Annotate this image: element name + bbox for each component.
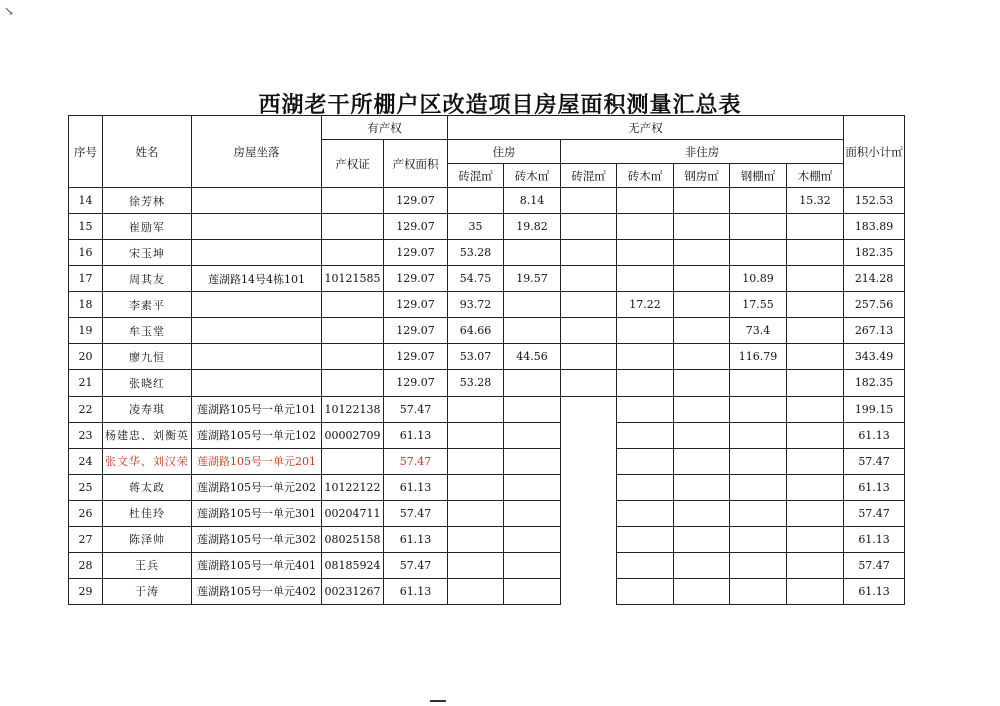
header-non-brick-wood: 砖木㎡ bbox=[617, 164, 674, 188]
cell-seq: 17 bbox=[69, 266, 103, 292]
cell-cert-area: 57.47 bbox=[384, 396, 448, 422]
cell-subtotal: 182.35 bbox=[844, 240, 905, 266]
header-seq: 序号 bbox=[69, 116, 103, 188]
cell-steel-house bbox=[674, 370, 730, 396]
cell-res-brick-concrete bbox=[448, 526, 504, 552]
cell-name: 牟玉堂 bbox=[103, 318, 192, 344]
header-non-residential: 非住房 bbox=[561, 140, 844, 164]
cell-address: 莲湖路105号一单元401 bbox=[192, 552, 322, 578]
cell-cert: 10122122 bbox=[322, 474, 384, 500]
table-row bbox=[69, 188, 905, 214]
cell-res-brick-wood: 8.14 bbox=[504, 188, 561, 214]
table-row bbox=[69, 552, 905, 578]
cell-steel-shed bbox=[730, 214, 787, 240]
cell-res-brick-concrete bbox=[448, 578, 504, 604]
cell-res-brick-wood bbox=[504, 396, 561, 422]
table-row bbox=[69, 370, 905, 396]
cell-res-brick-wood bbox=[504, 292, 561, 318]
cell-address bbox=[192, 292, 322, 318]
cell-non-brick-wood bbox=[617, 552, 674, 578]
cell-steel-shed bbox=[730, 526, 787, 552]
cell-name: 廖九恒 bbox=[103, 344, 192, 370]
cell-non-brick-wood bbox=[617, 344, 674, 370]
cell-seq: 18 bbox=[69, 292, 103, 318]
cell-steel-shed bbox=[730, 240, 787, 266]
cell-res-brick-wood bbox=[504, 422, 561, 448]
cell-wood-shed bbox=[787, 292, 844, 318]
header-address: 房屋坐落 bbox=[192, 116, 322, 188]
cell-name: 宋玉坤 bbox=[103, 240, 192, 266]
corner-mark: ↘ bbox=[4, 4, 15, 18]
cell-non-brick-concrete bbox=[561, 344, 617, 370]
cell-wood-shed bbox=[787, 474, 844, 500]
cell-cert bbox=[322, 214, 384, 240]
cell-steel-house bbox=[674, 526, 730, 552]
cell-non-brick-wood bbox=[617, 240, 674, 266]
cell-cert: 00002709 bbox=[322, 422, 384, 448]
cell-non-brick-concrete bbox=[561, 240, 617, 266]
cell-name: 蒋太政 bbox=[103, 474, 192, 500]
cell-cert-area: 61.13 bbox=[384, 526, 448, 552]
cell-address: 莲湖路105号一单元102 bbox=[192, 422, 322, 448]
header-res-brick-concrete: 砖混㎡ bbox=[448, 164, 504, 188]
cell-steel-house bbox=[674, 552, 730, 578]
cell-steel-shed bbox=[730, 474, 787, 500]
cell-address bbox=[192, 370, 322, 396]
cell-steel-house bbox=[674, 474, 730, 500]
table-row bbox=[69, 266, 905, 292]
table-body bbox=[69, 188, 905, 605]
cell-name: 陈泽帅 bbox=[103, 526, 192, 552]
cell-non-brick-wood bbox=[617, 448, 674, 474]
cell-res-brick-wood bbox=[504, 318, 561, 344]
cell-wood-shed: 15.32 bbox=[787, 188, 844, 214]
cell-subtotal: 57.47 bbox=[844, 552, 905, 578]
cell-non-brick-concrete bbox=[561, 578, 617, 604]
cell-address bbox=[192, 214, 322, 240]
cell-subtotal: 199.15 bbox=[844, 396, 905, 422]
header-without-title: 无产权 bbox=[448, 116, 844, 140]
cell-res-brick-concrete: 53.07 bbox=[448, 344, 504, 370]
scan-mark bbox=[430, 700, 446, 702]
cell-wood-shed bbox=[787, 526, 844, 552]
cell-seq: 23 bbox=[69, 422, 103, 448]
cell-subtotal: 61.13 bbox=[844, 474, 905, 500]
cell-subtotal: 214.28 bbox=[844, 266, 905, 292]
cell-cert: 08025158 bbox=[322, 526, 384, 552]
table-row bbox=[69, 292, 905, 318]
cell-steel-house bbox=[674, 422, 730, 448]
cell-name: 于涛 bbox=[103, 578, 192, 604]
cell-seq: 28 bbox=[69, 552, 103, 578]
header-steel-shed: 钢棚㎡ bbox=[730, 164, 787, 188]
table-row bbox=[69, 422, 905, 448]
cell-address: 莲湖路14号4栋101 bbox=[192, 266, 322, 292]
cell-seq: 16 bbox=[69, 240, 103, 266]
cell-steel-shed: 116.79 bbox=[730, 344, 787, 370]
table-row bbox=[69, 396, 905, 422]
header-non-brick-concrete: 砖混㎡ bbox=[561, 164, 617, 188]
cell-seq: 25 bbox=[69, 474, 103, 500]
cell-steel-shed bbox=[730, 448, 787, 474]
cell-address bbox=[192, 240, 322, 266]
cell-steel-house bbox=[674, 578, 730, 604]
cell-subtotal: 61.13 bbox=[844, 422, 905, 448]
table-row bbox=[69, 344, 905, 370]
table-row bbox=[69, 448, 905, 474]
cell-steel-house bbox=[674, 214, 730, 240]
cell-seq: 20 bbox=[69, 344, 103, 370]
cell-address: 莲湖路105号一单元302 bbox=[192, 526, 322, 552]
cell-res-brick-wood bbox=[504, 240, 561, 266]
table-row bbox=[69, 474, 905, 500]
cell-seq: 22 bbox=[69, 396, 103, 422]
cell-non-brick-wood bbox=[617, 422, 674, 448]
cell-name: 徐芳林 bbox=[103, 188, 192, 214]
cell-non-brick-wood bbox=[617, 214, 674, 240]
cell-subtotal: 152.53 bbox=[844, 188, 905, 214]
header-cert: 产权证 bbox=[322, 140, 384, 188]
cell-non-brick-wood bbox=[617, 318, 674, 344]
cell-cert-area: 129.07 bbox=[384, 214, 448, 240]
cell-subtotal: 182.35 bbox=[844, 370, 905, 396]
cell-res-brick-wood bbox=[504, 370, 561, 396]
cell-steel-shed bbox=[730, 396, 787, 422]
cell-subtotal: 61.13 bbox=[844, 578, 905, 604]
cell-steel-house bbox=[674, 344, 730, 370]
cell-non-brick-concrete bbox=[561, 500, 617, 526]
cell-subtotal: 267.13 bbox=[844, 318, 905, 344]
cell-res-brick-concrete bbox=[448, 500, 504, 526]
summary-table bbox=[68, 115, 905, 605]
table-row bbox=[69, 318, 905, 344]
header-with-title: 有产权 bbox=[322, 116, 448, 140]
table-row bbox=[69, 526, 905, 552]
cell-wood-shed bbox=[787, 344, 844, 370]
cell-cert: 00231267 bbox=[322, 578, 384, 604]
cell-non-brick-wood: 17.22 bbox=[617, 292, 674, 318]
cell-subtotal: 257.56 bbox=[844, 292, 905, 318]
cell-res-brick-concrete bbox=[448, 396, 504, 422]
cell-cert-area: 57.47 bbox=[384, 500, 448, 526]
cell-non-brick-wood bbox=[617, 188, 674, 214]
cell-name: 杜佳玲 bbox=[103, 500, 192, 526]
cell-res-brick-wood bbox=[504, 448, 561, 474]
cell-steel-house bbox=[674, 396, 730, 422]
cell-wood-shed bbox=[787, 422, 844, 448]
cell-res-brick-wood: 19.57 bbox=[504, 266, 561, 292]
cell-non-brick-concrete bbox=[561, 552, 617, 578]
cell-seq: 29 bbox=[69, 578, 103, 604]
cell-res-brick-concrete: 53.28 bbox=[448, 370, 504, 396]
cell-steel-shed: 73.4 bbox=[730, 318, 787, 344]
cell-steel-house bbox=[674, 500, 730, 526]
cell-steel-shed bbox=[730, 552, 787, 578]
cell-subtotal: 57.47 bbox=[844, 500, 905, 526]
cell-non-brick-wood bbox=[617, 396, 674, 422]
cell-res-brick-concrete bbox=[448, 422, 504, 448]
cell-name: 杨建忠、刘衡英 bbox=[103, 422, 192, 448]
cell-non-brick-wood bbox=[617, 266, 674, 292]
cell-cert-area: 129.07 bbox=[384, 292, 448, 318]
cell-res-brick-wood: 19.82 bbox=[504, 214, 561, 240]
cell-res-brick-wood bbox=[504, 552, 561, 578]
cell-res-brick-concrete: 93.72 bbox=[448, 292, 504, 318]
cell-non-brick-concrete bbox=[561, 526, 617, 552]
cell-steel-shed bbox=[730, 578, 787, 604]
cell-steel-shed: 17.55 bbox=[730, 292, 787, 318]
cell-steel-house bbox=[674, 240, 730, 266]
cell-cert-area: 57.47 bbox=[384, 448, 448, 474]
cell-address: 莲湖路105号一单元301 bbox=[192, 500, 322, 526]
cell-non-brick-concrete bbox=[561, 422, 617, 448]
cell-res-brick-wood bbox=[504, 578, 561, 604]
cell-non-brick-concrete bbox=[561, 188, 617, 214]
cell-wood-shed bbox=[787, 500, 844, 526]
header-wood-shed: 木棚㎡ bbox=[787, 164, 844, 188]
cell-cert-area: 61.13 bbox=[384, 474, 448, 500]
cell-name: 周其友 bbox=[103, 266, 192, 292]
cell-cert bbox=[322, 292, 384, 318]
table-row bbox=[69, 500, 905, 526]
cell-cert: 10122138 bbox=[322, 396, 384, 422]
page-title: 西湖老干所棚户区改造项目房屋面积测量汇总表 bbox=[258, 93, 742, 118]
cell-subtotal: 183.89 bbox=[844, 214, 905, 240]
cell-cert-area: 129.07 bbox=[384, 370, 448, 396]
cell-res-brick-concrete: 54.75 bbox=[448, 266, 504, 292]
cell-res-brick-wood: 44.56 bbox=[504, 344, 561, 370]
table-row bbox=[69, 214, 905, 240]
cell-wood-shed bbox=[787, 266, 844, 292]
table-row bbox=[69, 578, 905, 604]
cell-cert-area: 129.07 bbox=[384, 240, 448, 266]
cell-address: 莲湖路105号一单元402 bbox=[192, 578, 322, 604]
cell-steel-house bbox=[674, 266, 730, 292]
cell-cert bbox=[322, 448, 384, 474]
header-residential: 住房 bbox=[448, 140, 561, 164]
cell-cert: 00204711 bbox=[322, 500, 384, 526]
cell-cert-area: 129.07 bbox=[384, 344, 448, 370]
cell-wood-shed bbox=[787, 552, 844, 578]
cell-non-brick-concrete bbox=[561, 448, 617, 474]
cell-wood-shed bbox=[787, 240, 844, 266]
cell-non-brick-wood bbox=[617, 370, 674, 396]
cell-cert bbox=[322, 370, 384, 396]
cell-wood-shed bbox=[787, 318, 844, 344]
cell-non-brick-wood bbox=[617, 578, 674, 604]
cell-non-brick-wood bbox=[617, 526, 674, 552]
cell-name: 张晓红 bbox=[103, 370, 192, 396]
cell-seq: 27 bbox=[69, 526, 103, 552]
cell-name: 张文华、刘汉荣 bbox=[103, 448, 192, 474]
cell-address bbox=[192, 344, 322, 370]
cell-steel-house bbox=[674, 292, 730, 318]
cell-seq: 14 bbox=[69, 188, 103, 214]
cell-cert-area: 61.13 bbox=[384, 422, 448, 448]
cell-cert bbox=[322, 240, 384, 266]
cell-non-brick-concrete bbox=[561, 266, 617, 292]
cell-non-brick-concrete bbox=[561, 214, 617, 240]
cell-seq: 24 bbox=[69, 448, 103, 474]
cell-address bbox=[192, 318, 322, 344]
cell-cert-area: 61.13 bbox=[384, 578, 448, 604]
cell-name: 王兵 bbox=[103, 552, 192, 578]
cell-address: 莲湖路105号一单元202 bbox=[192, 474, 322, 500]
cell-non-brick-concrete bbox=[561, 292, 617, 318]
table-header bbox=[69, 116, 905, 188]
cell-res-brick-concrete: 53.28 bbox=[448, 240, 504, 266]
cell-address bbox=[192, 188, 322, 214]
header-subtotal: 面积小计㎡ bbox=[844, 116, 905, 188]
cell-wood-shed bbox=[787, 214, 844, 240]
cell-res-brick-concrete: 35 bbox=[448, 214, 504, 240]
cell-cert bbox=[322, 188, 384, 214]
cell-non-brick-concrete bbox=[561, 370, 617, 396]
header-steel-house: 钢房㎡ bbox=[674, 164, 730, 188]
cell-seq: 15 bbox=[69, 214, 103, 240]
cell-steel-shed: 10.89 bbox=[730, 266, 787, 292]
cell-wood-shed bbox=[787, 448, 844, 474]
cell-steel-shed bbox=[730, 370, 787, 396]
cell-res-brick-concrete bbox=[448, 552, 504, 578]
cell-subtotal: 343.49 bbox=[844, 344, 905, 370]
cell-address: 莲湖路105号一单元201 bbox=[192, 448, 322, 474]
cell-name: 凌寿琪 bbox=[103, 396, 192, 422]
cell-res-brick-wood bbox=[504, 526, 561, 552]
cell-name: 李素平 bbox=[103, 292, 192, 318]
cell-address: 莲湖路105号一单元101 bbox=[192, 396, 322, 422]
header-name: 姓名 bbox=[103, 116, 192, 188]
cell-res-brick-concrete bbox=[448, 474, 504, 500]
cell-steel-house bbox=[674, 448, 730, 474]
cell-wood-shed bbox=[787, 578, 844, 604]
cell-non-brick-concrete bbox=[561, 474, 617, 500]
cell-name: 崔励军 bbox=[103, 214, 192, 240]
cell-cert-area: 129.07 bbox=[384, 188, 448, 214]
cell-steel-shed bbox=[730, 422, 787, 448]
cell-res-brick-concrete bbox=[448, 188, 504, 214]
cell-steel-house bbox=[674, 318, 730, 344]
cell-subtotal: 61.13 bbox=[844, 526, 905, 552]
cell-cert-area: 129.07 bbox=[384, 266, 448, 292]
cell-wood-shed bbox=[787, 370, 844, 396]
cell-cert bbox=[322, 344, 384, 370]
cell-seq: 19 bbox=[69, 318, 103, 344]
table-row bbox=[69, 240, 905, 266]
cell-steel-shed bbox=[730, 500, 787, 526]
header-cert-area: 产权面积 bbox=[384, 140, 448, 188]
cell-subtotal: 57.47 bbox=[844, 448, 905, 474]
header-res-brick-wood: 砖木㎡ bbox=[504, 164, 561, 188]
cell-cert bbox=[322, 318, 384, 344]
cell-res-brick-wood bbox=[504, 500, 561, 526]
cell-seq: 26 bbox=[69, 500, 103, 526]
cell-seq: 21 bbox=[69, 370, 103, 396]
cell-non-brick-wood bbox=[617, 474, 674, 500]
cell-steel-shed bbox=[730, 188, 787, 214]
cell-wood-shed bbox=[787, 396, 844, 422]
cell-non-brick-concrete bbox=[561, 318, 617, 344]
cell-res-brick-wood bbox=[504, 474, 561, 500]
cell-steel-house bbox=[674, 188, 730, 214]
cell-res-brick-concrete: 64.66 bbox=[448, 318, 504, 344]
cell-non-brick-concrete bbox=[561, 396, 617, 422]
cell-cert: 08185924 bbox=[322, 552, 384, 578]
cell-non-brick-wood bbox=[617, 500, 674, 526]
cell-res-brick-concrete bbox=[448, 448, 504, 474]
cell-cert-area: 57.47 bbox=[384, 552, 448, 578]
cell-cert: 10121585 bbox=[322, 266, 384, 292]
cell-cert-area: 129.07 bbox=[384, 318, 448, 344]
